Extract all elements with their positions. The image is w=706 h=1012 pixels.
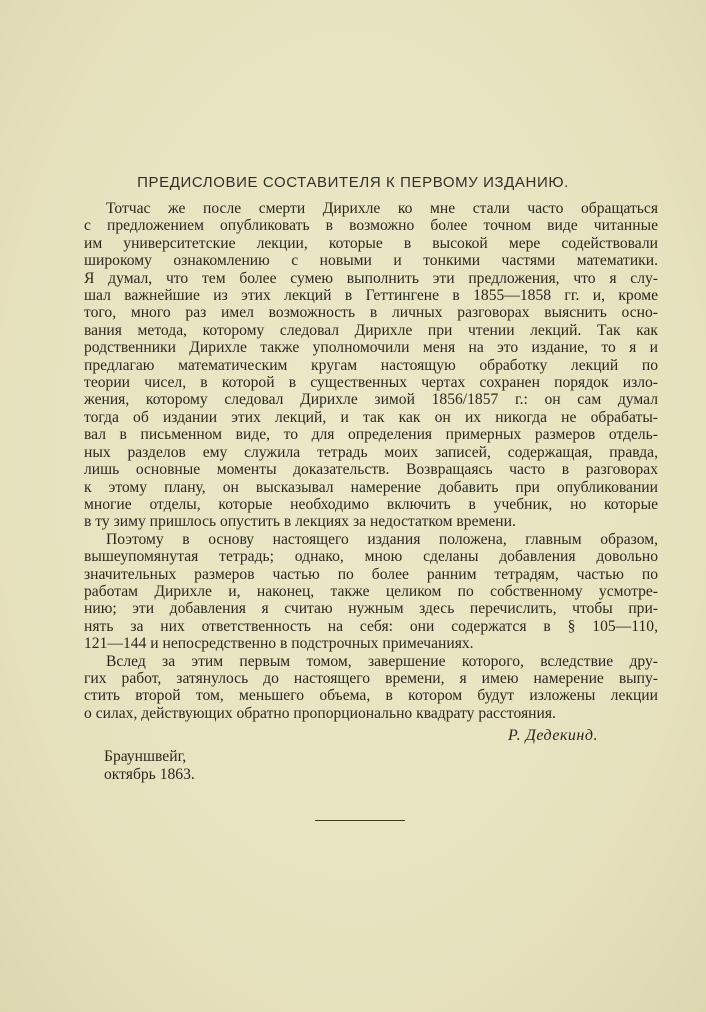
text-line: нию; эти добавления я считаю нужным здесь перечислить, чтобы при- — [84, 600, 658, 618]
text-line: значительных размеров частью по более ранним тетрадям, частью по — [84, 565, 658, 583]
text-line: лишь основные моменты доказательств. Возвращаясь часто в разговорах — [84, 461, 658, 479]
paragraph — [84, 653, 658, 723]
text-line: в ту зиму пришлось опустить в лекциях за недостатком времени. — [84, 513, 516, 531]
page-title: ПРЕДИСЛОВИЕ СОСТАВИТЕЛЯ К ПЕРВОМУ ИЗДАНИЮ. — [137, 174, 569, 191]
text-line: Поэтому в основу настоящего издания положена, главным образом, — [106, 530, 658, 548]
text-line: предлагаю математическим кругам настоящую обработку лекций по — [84, 356, 658, 374]
author-signature: Р. Дедекинд. — [508, 727, 598, 744]
text-line: о силах, действующих обратно пропорционально квадрату расстояния. — [84, 704, 556, 722]
text-line: к этому плану, он высказывал намерение добавить при опубликовании — [84, 478, 658, 496]
text-line: им университетские лекции, которые в высокой мере содействовали — [84, 234, 658, 252]
text-line: гих работ, затянулось до настоящего времени, я имею намерение выпу- — [84, 669, 658, 687]
text-line: широкому ознакомлению с новыми и тонкими частями математики. — [84, 252, 658, 270]
text-line: вал в письменном виде, то для определения примерных размеров отдель- — [84, 426, 658, 444]
text-line: вания метода, которому следовал Дирихле при чтении лекций. Так как — [84, 321, 658, 339]
text-line: родственники Дирихле также уполномочили меня на это издание, то я и — [84, 339, 658, 357]
text-line: работам Дирихле и, наконец, также целиком по собственному усмотре- — [84, 582, 658, 600]
text-line: Вслед за этим первым томом, завершение которого, вследствие дру- — [106, 652, 658, 670]
date: октябрь 1863. — [104, 766, 195, 783]
text-line: того, много раз имел возможность в личных разговорах выяснить осно- — [84, 304, 658, 322]
text-line: многие отделы, которые необходимо включить в учебник, но которые — [84, 495, 658, 513]
place-and-date — [104, 748, 195, 784]
paragraph — [84, 531, 658, 653]
text-line: жения, которому следовал Дирихле зимой 1856/1857 г.: он сам думал — [84, 391, 658, 409]
preface-body — [84, 200, 658, 722]
text-line: теории чисел, в которой в существенных чертах сохранен порядок изло- — [84, 374, 658, 392]
paragraph — [84, 200, 658, 531]
text-line: шал важнейшие из этих лекций в Геттингене в 1855—1858 гг. и, кроме — [84, 287, 658, 305]
text-line: стить второй том, меньшего объема, в котором будут изложены лекции — [84, 687, 658, 705]
text-line: ных разделов ему служила тетрадь моих записей, содержащая, правда, — [84, 443, 658, 461]
place: Брауншвейг, — [104, 748, 187, 765]
text-line: 121—144 и непосредственно в подстрочных примечаниях. — [84, 635, 474, 653]
text-line: вышеупомянутая тетрадь; однако, мною сделаны добавления довольно — [84, 548, 658, 566]
text-line: Я думал, что тем более сумею выполнить эти предложения, что я слу- — [84, 269, 658, 287]
closing-rule — [315, 820, 405, 821]
text-line: тогда об издании этих лекций, и так как он их никогда не обрабаты- — [84, 408, 658, 426]
text-line: нять за них ответственность на себя: они содержатся в § 105—110, — [84, 617, 658, 635]
text-line: Тотчас же после смерти Дирихле ко мне стали часто обращаться — [106, 200, 658, 217]
text-line: с предложением опубликовать в возможно более точном виде читанные — [84, 217, 658, 235]
